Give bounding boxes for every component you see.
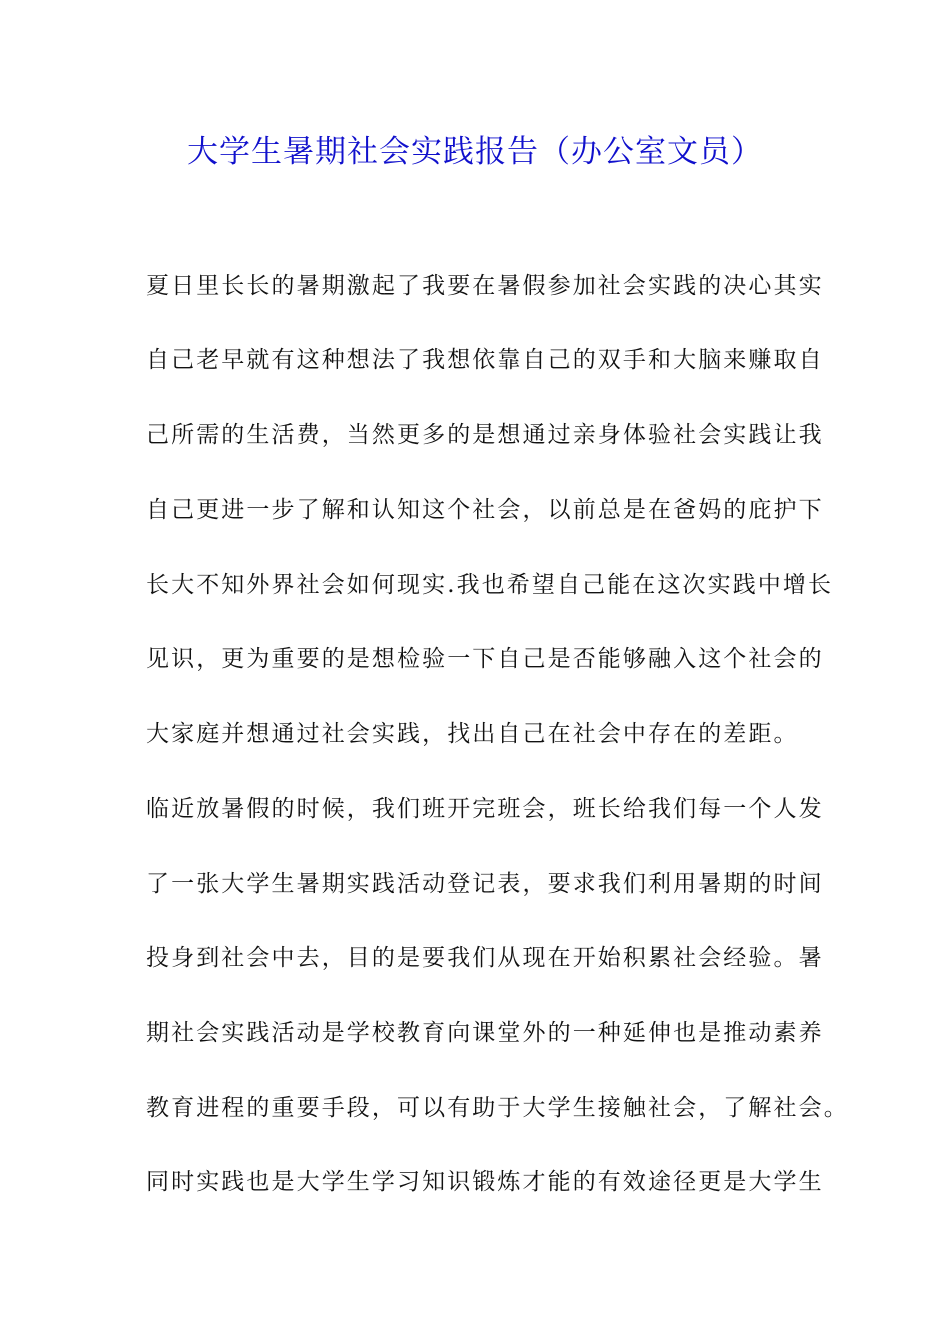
paragraph-line: 自己更进一步了解和认知这个社会，以前总是在爸妈的庇护下 [146, 497, 824, 523]
paragraph-line: 临近放暑假的时候，我们班开完班会，班长给我们每一个人发 [146, 796, 824, 822]
paragraph-line: 教育进程的重要手段，可以有助于大学生接触社会，了解社会。 [146, 1095, 849, 1121]
paragraph-line: 自己老早就有这种想法了我想依靠自己的双手和大脑来赚取自 [146, 347, 824, 373]
paragraph-line: 长大不知外界社会如何现实.我也希望自己能在这次实践中增长 [146, 572, 834, 598]
paragraph-line: 了一张大学生暑期实践活动登记表，要求我们利用暑期的时间 [146, 871, 824, 897]
document-title: 大学生暑期社会实践报告（办公室文员） [187, 134, 763, 170]
paragraph-line: 投身到社会中去，目的是要我们从现在开始积累社会经验。暑 [146, 945, 824, 971]
paragraph-line: 夏日里长长的暑期激起了我要在暑假参加社会实践的决心其实 [146, 273, 824, 299]
paragraph-line: 见识，更为重要的是想检验一下自己是否能够融入这个社会的 [146, 646, 824, 672]
paragraph-line: 期社会实践活动是学校教育向课堂外的一种延伸也是推动素养 [146, 1020, 824, 1046]
paragraph-line: 己所需的生活费，当然更多的是想通过亲身体验社会实践让我 [146, 422, 824, 448]
paragraph-line: 大家庭并想通过社会实践，找出自己在社会中存在的差距。 [146, 721, 799, 747]
paragraph-line: 同时实践也是大学生学习知识锻炼才能的有效途径更是大学生 [146, 1169, 824, 1195]
